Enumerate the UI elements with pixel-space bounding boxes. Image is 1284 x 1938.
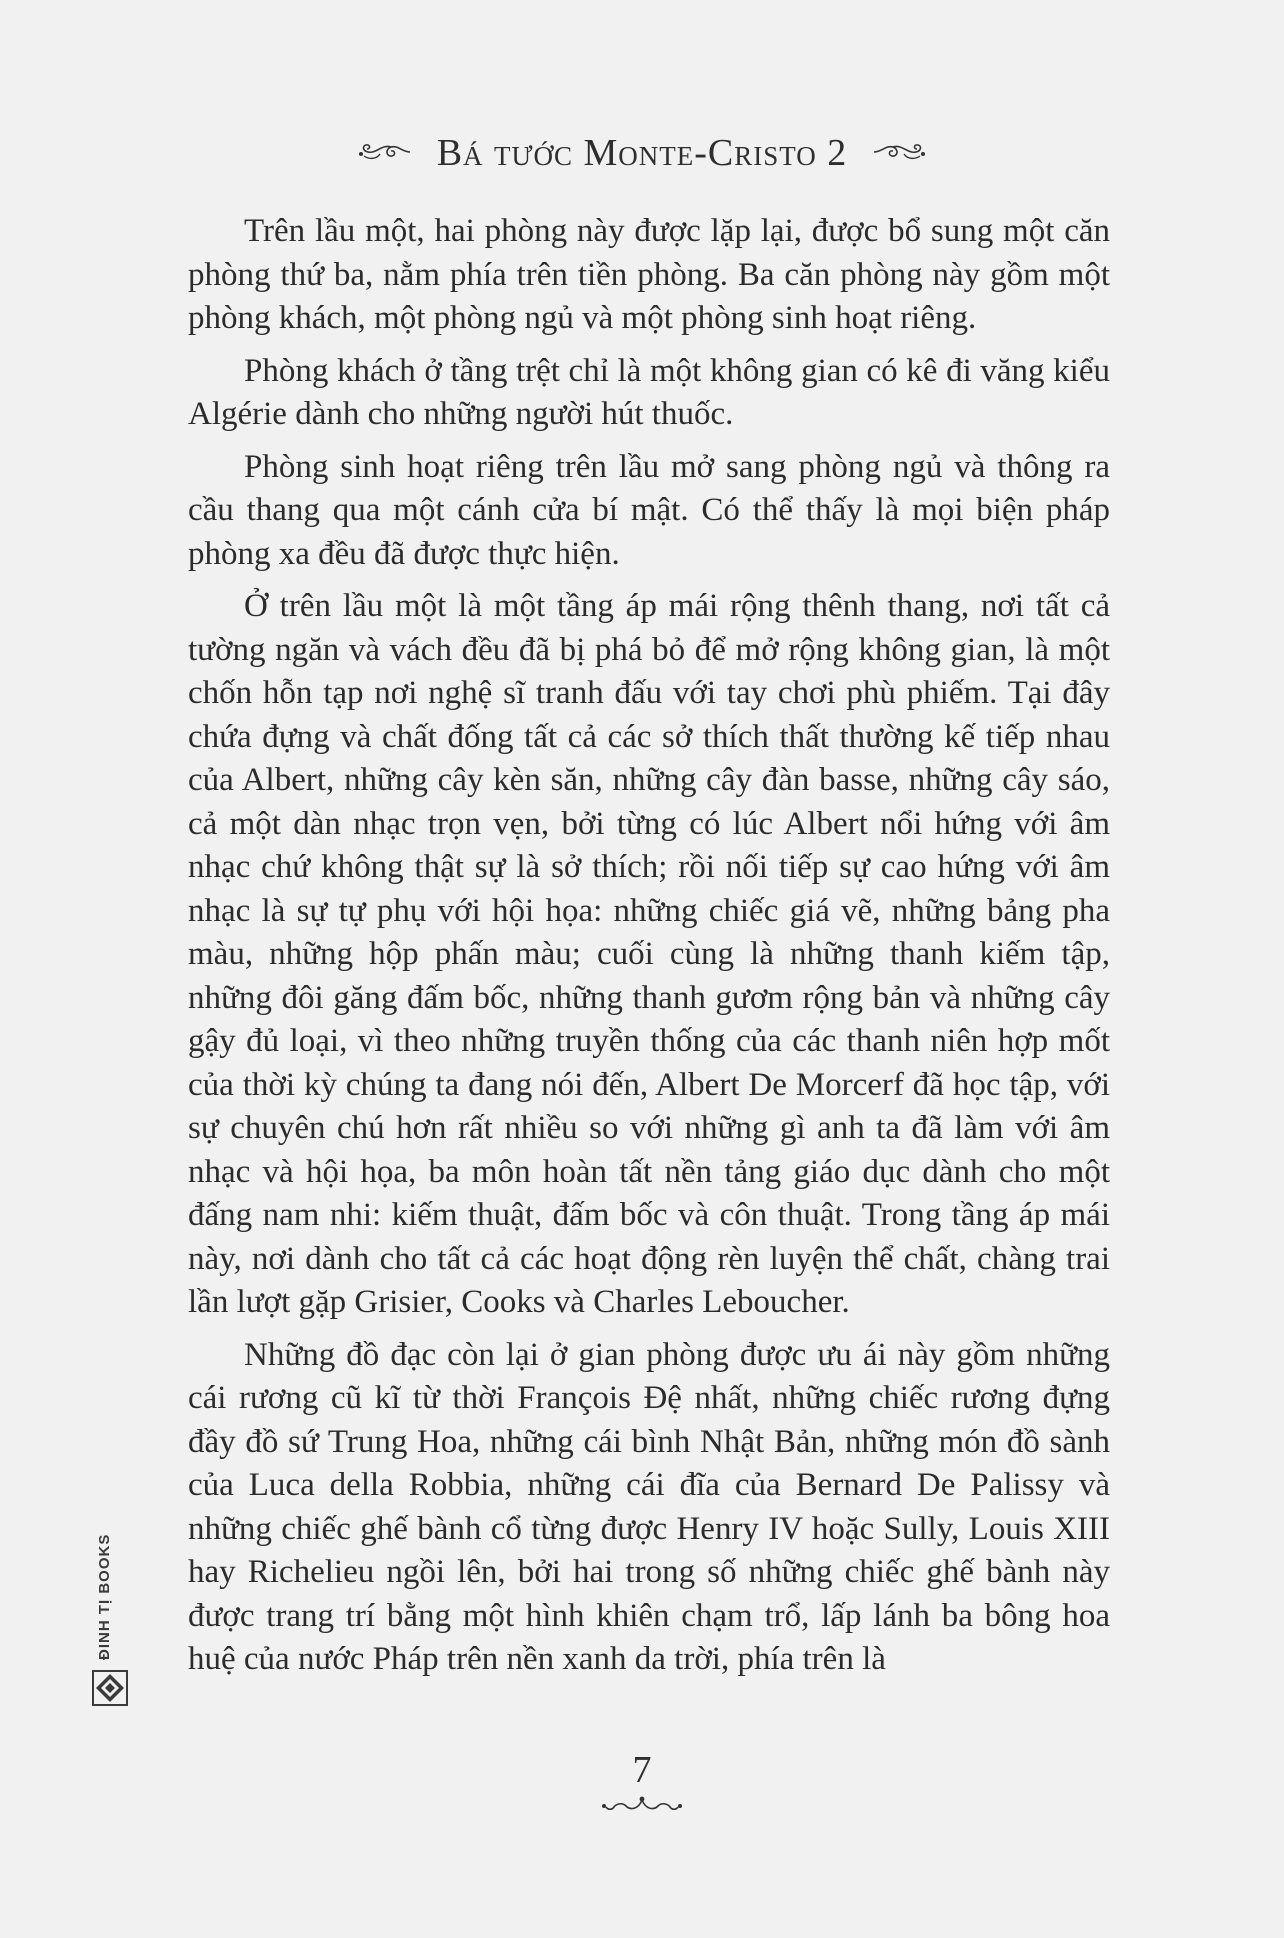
right-flourish-icon [872, 131, 926, 175]
paragraph: Phòng khách ở tầng trệt chỉ là một không gian có kê đi văng kiểu Algérie dành cho những người hút thuốc. [188, 352, 1110, 432]
running-header [0, 128, 1284, 175]
paragraph: Trên lầu một, hai phòng này được lặp lại, được bổ sung một căn phòng thứ ba, nằm phía trên tiền phòng. Ba căn phòng này gồm một phòng khách, một phòng ngủ và một phòng sinh hoạt riêng. [188, 213, 1110, 336]
paragraph: Phòng sinh hoạt riêng trên lầu mở sang phòng ngủ và thông ra cầu thang qua một cánh cửa bí mật. Có thể thấy là mọi biện pháp phòng xa đều đã được thực hiện. [188, 448, 1110, 572]
publisher-name: ĐINH TỊ BOOKS [96, 1533, 113, 1660]
dinh-ti-logo-icon [92, 1670, 128, 1711]
paragraph: Ở trên lầu một là một tầng áp mái rộng thênh thang, nơi tất cả tường ngăn và vách đều đã bị phá bỏ để mở rộng không gian, là một chốn hỗn tạp nơi nghệ sĩ tranh đấu với tay chơi phù phiếm. Tại đây chứa đựng và chất đống tất cả các sở thích thất thường kế tiếp nhau của Albert, những cây kèn săn, những cây đàn basse, những cây sáo, cả một dàn nhạc trọn vẹn, bởi từng có lúc Albert nổi hứng với âm nhạc chứ không thật sự là sở thích; rồi nối tiếp sự cao hứng với âm nhạc là sự tự phụ với hội họa: những chiếc giá vẽ, những bảng pha màu, những hộp phấn màu; cuối cùng là những thanh kiếm tập, những đôi găng đấm bốc, những thanh gươm rộng bản và những cây gậy đủ loại, vì theo những truyền thống của các thanh niên hợp mốt của thời kỳ chúng ta đang nói đến, Albert De Morcerf đã học tập, với sự chuyên chú hơn rất nhiều so với những gì anh ta đã làm với âm nhạc và hội họa, ba môn hoàn tất nền tảng giáo dục dành cho một đấng nam nhi: kiếm thuật, đấm bốc và côn thuật. Trong tầng áp mái này, nơi dành cho tất cả các hoạt động rèn luyện thể chất, chàng trai lần lượt gặp Grisier, Cooks và Charles Leboucher. [188, 588, 1110, 1320]
footer-flourish-icon [0, 1794, 1284, 1821]
body-text [188, 210, 1110, 1691]
page-number: 7 [632, 1749, 652, 1791]
book-title: Bá tước Monte-Cristo 2 [436, 132, 848, 175]
paragraph: Những đồ đạc còn lại ở gian phòng được ưu ái này gồm những cái rương cũ kĩ từ thời François Đệ nhất, những chiếc rương đựng đầy đồ sứ Trung Hoa, những cái bình Nhật Bản, những món đồ sành của Luca della Robbia, những cái đĩa của Bernard De Palissy và những chiếc ghế bành cổ từng được Henry IV hoặc Sully, Louis XIII hay Richelieu ngồi lên, bởi hai trong số những chiếc ghế bành này được trang trí bằng một hình khiên chạm trổ, lấp lánh ba bông hoa huệ của nước Pháp trên nền xanh da trời, phía trên là [188, 1336, 1110, 1677]
left-flourish-icon [358, 131, 412, 175]
page-footer [0, 1750, 1284, 1821]
publisher-brand [92, 1533, 132, 1738]
